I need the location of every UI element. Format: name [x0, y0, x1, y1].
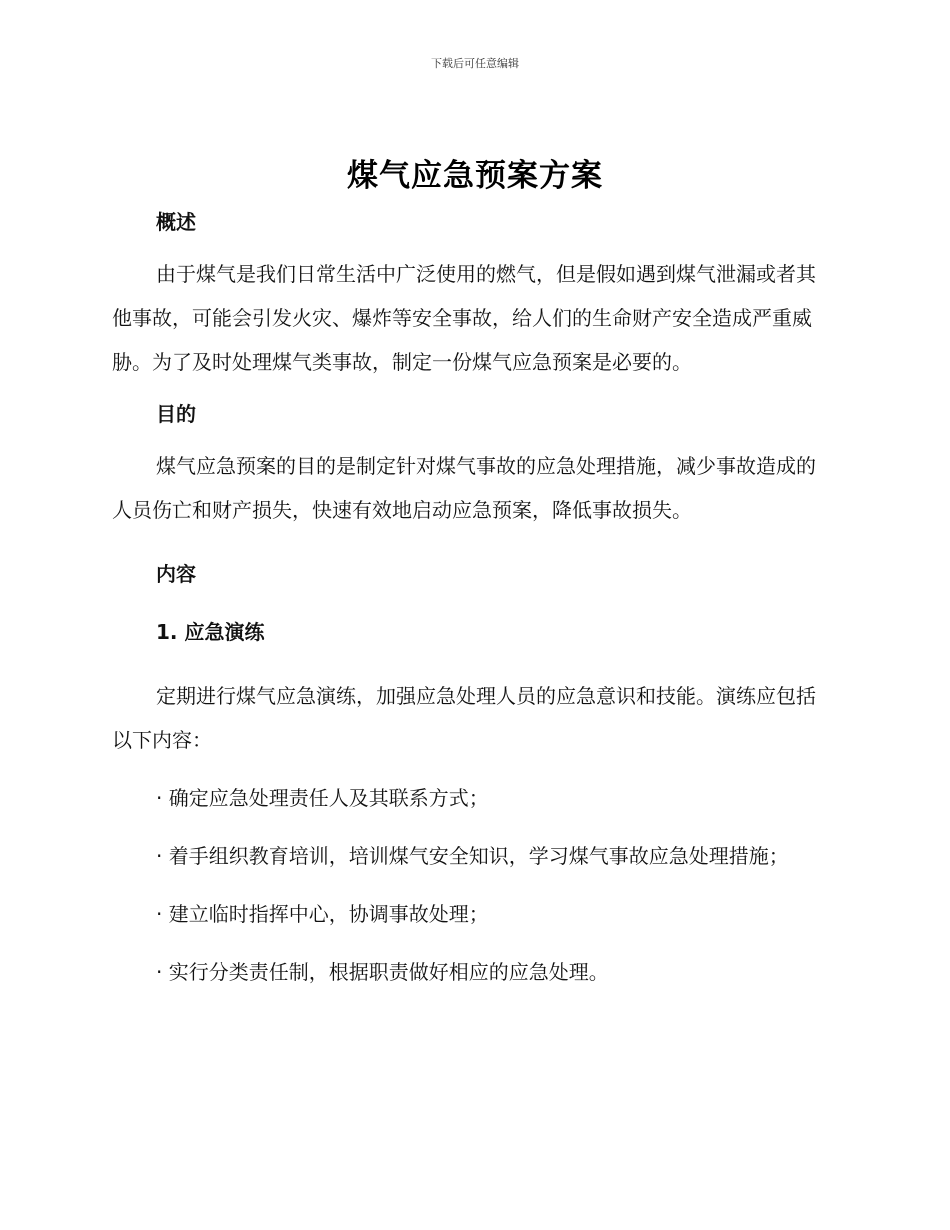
document-body: [112, 206, 832, 994]
drill-intro-paragraph: 定期进行煤气应急演练，加强应急处理人员的应急意识和技能。演练应包括以下内容：: [112, 684, 816, 752]
overview-paragraph: 由于煤气是我们日常生活中广泛使用的燃气，但是假如遇到煤气泄漏或者其他事故，可能会引发火灾、爆炸等安全事故，给人们的生命财产安全造成严重威胁。为了及时处理煤气类事故，制定一份煤气应急预案是必要的。: [112, 262, 816, 374]
section-heading-overview: 概述: [156, 210, 196, 234]
list-item: · 实行分类责任制，根据职责做好相应的应急处理。: [156, 960, 609, 984]
section-heading-content: 内容: [156, 562, 196, 586]
header-note: 下载后可任意编辑: [431, 57, 519, 70]
list-item: · 着手组织教育培训，培训煤气安全知识，学习煤气事故应急处理措施；: [156, 844, 789, 868]
subsection-heading-drill: 1. 应急演练: [156, 620, 265, 644]
purpose-paragraph: 煤气应急预案的目的是制定针对煤气事故的应急处理措施，减少事故造成的人员伤亡和财产损失，快速有效地启动应急预案，降低事故损失。: [112, 454, 816, 522]
list-item: · 确定应急处理责任人及其联系方式；: [156, 786, 489, 810]
page-title: 煤气应急预案方案: [347, 158, 603, 194]
section-heading-purpose: 目的: [156, 402, 196, 426]
list-item: · 建立临时指挥中心，协调事故处理；: [156, 902, 489, 926]
